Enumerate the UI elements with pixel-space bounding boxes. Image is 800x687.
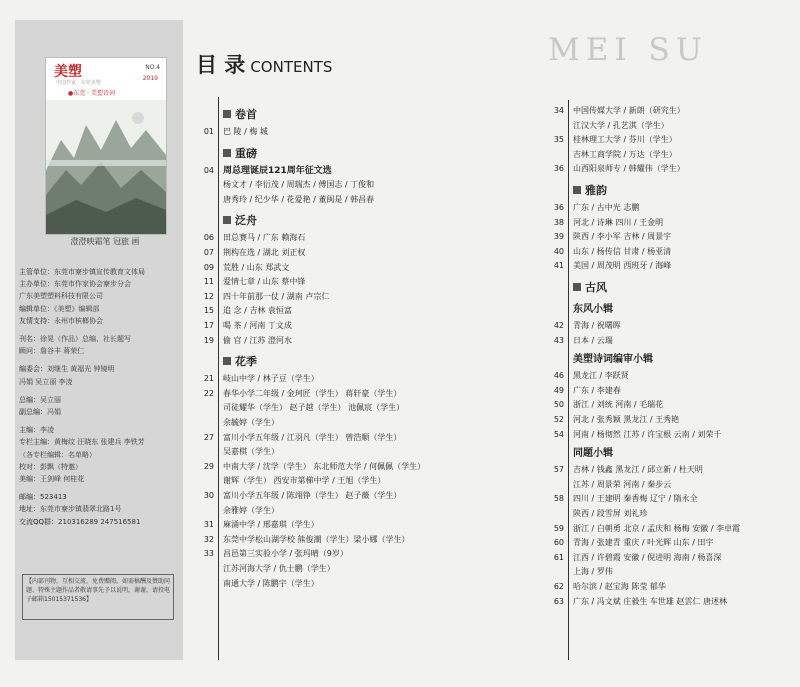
- page-number: 11: [203, 277, 214, 287]
- info-key: 主编：: [19, 426, 40, 435]
- toc-entry: 浙江 / 白朝勇 北京 / 孟庆和 杨梅 安徽 / 李卓霞: [573, 523, 740, 533]
- column-rule-left: [218, 97, 219, 660]
- page-number: 50: [553, 400, 564, 410]
- page-number: 36: [553, 164, 564, 174]
- info-key: 美编：: [19, 475, 40, 483]
- toc-entry: 春华小学二年级 / 金珂匠（学生） 蒋轩豪（学生）: [223, 388, 402, 398]
- landscape-painting-image: [46, 100, 166, 234]
- section-heading: [223, 355, 257, 369]
- section-square-icon: [573, 186, 581, 194]
- page-title: [196, 49, 332, 79]
- cover-issue: NO.4: [145, 64, 160, 71]
- toc-entry: 追 念 / 吉林 袁恒富: [223, 306, 292, 316]
- info-line: [19, 279, 181, 289]
- page-number: 33: [203, 549, 214, 559]
- info-key: 校对：: [19, 462, 40, 471]
- toc-entry: 四十年前那一仗 / 湖南 卢宗仁: [223, 291, 330, 301]
- page-number: 17: [203, 321, 214, 330]
- info-value: 东莞市寮步镇宣传教育文体局: [54, 268, 145, 276]
- cover-banner: ●东莞 · 美塑诗词: [68, 90, 115, 97]
- subsection-heading: 美塑诗词编审小辑: [573, 354, 653, 366]
- info-line: [19, 504, 181, 514]
- info-key: 专栏主编：: [19, 438, 54, 447]
- section-heading: [223, 147, 257, 161]
- subsection-heading: 同题小辑: [573, 448, 613, 460]
- page-number: 59: [553, 523, 564, 533]
- info-key: 编辑单位：: [19, 304, 54, 313]
- info-value: 东莞市寮步镇翡翠北路1号: [40, 505, 122, 514]
- info-value: 黄梅纹 汪晓东 张建兵 李铁芳: [54, 438, 145, 447]
- info-value: 523413: [40, 493, 67, 502]
- info-value: 冯娟: [47, 408, 61, 416]
- section-square-icon: [223, 216, 231, 224]
- info-line: [19, 492, 181, 502]
- section-title: 泛舟: [235, 214, 257, 228]
- page-number: 30: [203, 491, 214, 500]
- page-number: 34: [553, 106, 564, 115]
- section-title: 花季: [235, 355, 257, 369]
- toc-entry: 爱情七章 / 山东 蔡中锋: [223, 277, 306, 287]
- page-number: 42: [553, 321, 564, 330]
- info-key: 主管单位：: [19, 268, 54, 276]
- info-value: 徐晃（作品）总编、社长题写: [40, 335, 131, 343]
- info-value: 李凌: [40, 426, 54, 435]
- section-square-icon: [223, 110, 231, 118]
- toc-entry: 山西阳泉师专 / 韩耀伟（学生）: [573, 164, 685, 174]
- section-square-icon: [223, 357, 231, 365]
- toc-entry: 吉林工商学院 / 万达（学生）: [573, 149, 677, 159]
- toc-entry: 河南 / 杨彻然 江苏 / 许宝根 云南 / 刘荣千: [573, 429, 722, 439]
- toc-entry: 吉林 / 钱鑫 黑龙江 / 邱立新 / 杜天明: [573, 465, 703, 475]
- info-value: 广东美塑塑料科技有限公司: [19, 292, 103, 301]
- toc-entry: 中南大学 / 沈学（学生） 东北师范大学 / 何佩佩（学生）: [223, 461, 426, 471]
- toc-entry: 谢辉（学生） 西安市第梯中学 / 王旭（学生）: [223, 476, 386, 486]
- page-number: 09: [203, 262, 214, 272]
- section-heading: [573, 184, 607, 198]
- info-key: 友情支持：: [19, 316, 54, 325]
- info-key: 副总编：: [19, 408, 47, 416]
- page-number: 07: [203, 248, 214, 257]
- toc-entry: 余雅婷（学生）: [223, 505, 279, 515]
- toc-entry: 日本 / 云瑞: [573, 335, 613, 345]
- title-en: CONTENTS: [250, 58, 333, 76]
- page-number: 04: [203, 165, 214, 175]
- toc-entry: 江苏河海大学 / 仇士鹏（学生）: [223, 564, 335, 573]
- notice-box: 【内部刊物，互相交流，免费赠阅。如需稿酬及赞助同题、特殊主题作品者敬请事先予以说明，谢谢，请投电子邮箱15015371536】: [22, 574, 174, 620]
- info-line: [19, 450, 181, 460]
- page-number: 57: [553, 465, 564, 475]
- toc-entry: 岐山中学 / 林子豆（学生）: [223, 374, 319, 384]
- page-number: 35: [553, 135, 564, 145]
- toc-entry: 河北 / 张秀颖 黑龙江 / 王秀艳: [573, 415, 680, 424]
- page-number: 19: [203, 335, 214, 345]
- page-number: 49: [553, 385, 564, 395]
- toc-entry: 陕西 / 李小军 吉林 / 周景宇: [573, 232, 672, 242]
- toc-entry: 吴嘉棋（学生）: [223, 447, 279, 457]
- toc-entry: 喝 茶 / 河南 丁文成: [223, 321, 292, 330]
- page-number: 01: [203, 127, 214, 136]
- info-value: 《美塑》编辑部: [54, 304, 100, 313]
- page-number: 62: [553, 582, 564, 591]
- title-cn: 目 录: [196, 53, 246, 77]
- info-line: [19, 267, 181, 277]
- brand-wordmark: MEI SU: [548, 32, 708, 68]
- toc-entry: 河北 / 诗琳 四川 / 王金明: [573, 217, 664, 227]
- toc-entry: 美国 / 周茂明 西班牙 / 海峰: [573, 261, 672, 271]
- page-number: 43: [553, 335, 564, 345]
- page-number: 36: [553, 203, 564, 212]
- toc-entry: 山东 / 杨传信 甘肃 / 杨亚清: [573, 246, 672, 256]
- section-heading: [223, 108, 257, 122]
- info-line: [19, 407, 181, 417]
- cover-title: 美塑: [54, 64, 82, 80]
- page-number: 27: [203, 432, 214, 442]
- cover-caption: 澄澄映霜笔 冠旅 画: [70, 237, 140, 246]
- page-number: 22: [203, 388, 214, 398]
- page-number: 52: [553, 415, 564, 424]
- toc-entry: 偷 官 / 江苏 澄河水: [223, 335, 292, 345]
- section-title: 卷首: [235, 108, 257, 121]
- toc-entry: 广东 / 李建春: [573, 385, 621, 395]
- info-line: [19, 474, 181, 484]
- toc-entry: 富川小学五年级 / 江羽凡（学生） 曾浩顺（学生）: [223, 432, 402, 442]
- toc-entry: 富川小学五年级 / 陈翊铮（学生） 赵子薇（学生）: [223, 491, 402, 500]
- page-number: 61: [553, 552, 564, 562]
- info-key: 编委会：: [19, 365, 47, 374]
- toc-entry: 桂林理工大学 / 芬川（学生）: [573, 135, 677, 145]
- section-title: 雅韵: [585, 184, 607, 197]
- info-line: [19, 425, 181, 435]
- page-number: 40: [553, 246, 564, 256]
- page-number: 21: [203, 374, 214, 384]
- info-line: [19, 377, 181, 387]
- toc-entry: 广东 / 古中光 志鹏: [573, 203, 640, 212]
- info-line: [19, 437, 181, 447]
- toc-entry: 江苏 / 周景荣 河南 / 秦步云: [573, 479, 672, 489]
- info-key: 刊名：: [19, 335, 40, 343]
- info-value: 东莞市作家协会寮步分会: [54, 280, 131, 289]
- info-line: [19, 304, 181, 314]
- info-value: 210316289 247516581: [58, 517, 141, 526]
- page-number: 12: [203, 291, 214, 301]
- page-number: 41: [553, 261, 564, 271]
- toc-entry: 荒胜 / 山东 郑武文: [223, 262, 290, 272]
- info-line: [19, 316, 181, 326]
- cover-subtitle: 中国作家 · 东莞美塑: [56, 80, 101, 86]
- page-number: 63: [553, 596, 564, 606]
- page-number: 32: [203, 534, 214, 544]
- magazine-cover: [45, 57, 167, 235]
- toc-entry: 中国传媒大学 / 新朗（研究生）: [573, 106, 685, 115]
- info-line: [19, 462, 181, 472]
- toc-entry: 荆构在选 / 湖北 刘正权: [223, 248, 306, 257]
- info-value: 刘继生 黄福光 钟镜明: [47, 365, 115, 374]
- toc-entry: 江西 / 许碧霞 安徽 / 倪进明 海南 / 杨喜深: [573, 552, 722, 562]
- info-key: 总编：: [19, 395, 40, 404]
- toc-entry: 余毓婷（学生）: [223, 418, 279, 427]
- toc-entry: 上海 / 罗伟: [573, 567, 613, 577]
- toc-entry: 昌邑第三实验小学 / 张玛晴（9岁）: [223, 549, 348, 559]
- toc-entry: 唐秀玲 / 纪少华 / 花爱艳 / 董闽是 / 韩昌春: [223, 194, 375, 204]
- page-number: 58: [553, 494, 564, 504]
- info-value: 彭飘（特邀）: [40, 462, 82, 471]
- page-number: 31: [203, 520, 214, 530]
- toc-entry: 麻涌中学 / 邢嘉琪（学生）: [223, 520, 319, 530]
- toc-entry: 四川 / 王建明 秦香梅 辽宁 / 隋永全: [573, 494, 698, 504]
- toc-entry: 司徒耀华（学生） 赵子越（学生） 池佩宸（学生）: [223, 403, 405, 413]
- toc-entry: 浙江 / 刘统 河南 / 毛瑞花: [573, 400, 664, 410]
- page-number: 06: [203, 233, 214, 243]
- toc-entry: 黑龙江 / 李跃贤: [573, 371, 629, 381]
- page-number: 60: [553, 538, 564, 548]
- info-key: 主办单位：: [19, 280, 54, 289]
- section-title: 古风: [585, 281, 607, 294]
- info-key: 交流QQ群：: [19, 517, 59, 526]
- page-number: 46: [553, 371, 564, 381]
- section-heading: [223, 214, 257, 228]
- info-key: 地址：: [19, 505, 40, 514]
- toc-entry: 南通大学 / 陈鹏宇（学生）: [223, 578, 319, 588]
- info-key: 顾问：: [19, 347, 40, 356]
- toc-entry: 巴 陵 / 梅 城: [223, 127, 268, 136]
- toc-entry: 田总赛马 / 广东 赖海石: [223, 233, 306, 243]
- section-title: 重磅: [235, 146, 257, 160]
- toc-entry: 杨文才 / 李衍茂 / 周瑞杰 / 傅国志 / 丁俊和: [223, 180, 375, 190]
- page-number: 29: [203, 461, 214, 471]
- column-rule-right: [568, 100, 569, 660]
- info-line: [19, 334, 181, 344]
- page-number: 39: [553, 232, 564, 242]
- section-heading: [573, 281, 607, 295]
- info-line: [19, 346, 181, 356]
- toc-entry: 广东 / 冯文斌 庄毅生 车世雄 赵雲仁 唐述林: [573, 596, 727, 606]
- info-line: [19, 395, 181, 405]
- section-square-icon: [223, 149, 231, 157]
- info-value: 王剑峰 何桂花: [40, 475, 85, 483]
- section-square-icon: [573, 283, 581, 291]
- info-key: 邮编：: [19, 493, 40, 502]
- subsection-heading: 东风小辑: [573, 304, 613, 315]
- info-line: [19, 364, 181, 374]
- toc-entry: 青海 / 张建青 重庆 / 叶光辉 山东 / 田宇: [573, 538, 714, 548]
- toc-entry: 陕西 / 段雪屏 刘礼珍: [573, 509, 648, 518]
- info-line: [19, 291, 181, 301]
- info-value: 永州市槟榔协会: [54, 316, 103, 325]
- toc-entry: 东莞中学松山湖学校 熊俊潮（学生）梁小娜（学生）: [223, 534, 410, 544]
- cover-year: 2019: [142, 75, 158, 82]
- info-value: 冯娟 吴立丽 李凌: [19, 377, 73, 386]
- toc-entry: 青海 / 祝曙晖: [573, 321, 621, 330]
- info-line: [19, 517, 181, 527]
- info-value: 吴立丽: [40, 395, 61, 404]
- toc-entry: 周总理诞辰121周年征文选: [223, 165, 332, 176]
- page-number: 15: [203, 306, 214, 316]
- info-value: （各专栏编辑：名单略）: [19, 450, 96, 459]
- page-number: 54: [553, 429, 564, 439]
- info-value: 詹谷丰 蒋荣仁: [40, 347, 85, 356]
- toc-entry: 江汉大学 / 孔艺淇（学生）: [573, 120, 669, 130]
- page-number: 38: [553, 217, 564, 227]
- toc-entry: 哈尔滨 / 赵宝海 陈莹 郁华: [573, 582, 666, 591]
